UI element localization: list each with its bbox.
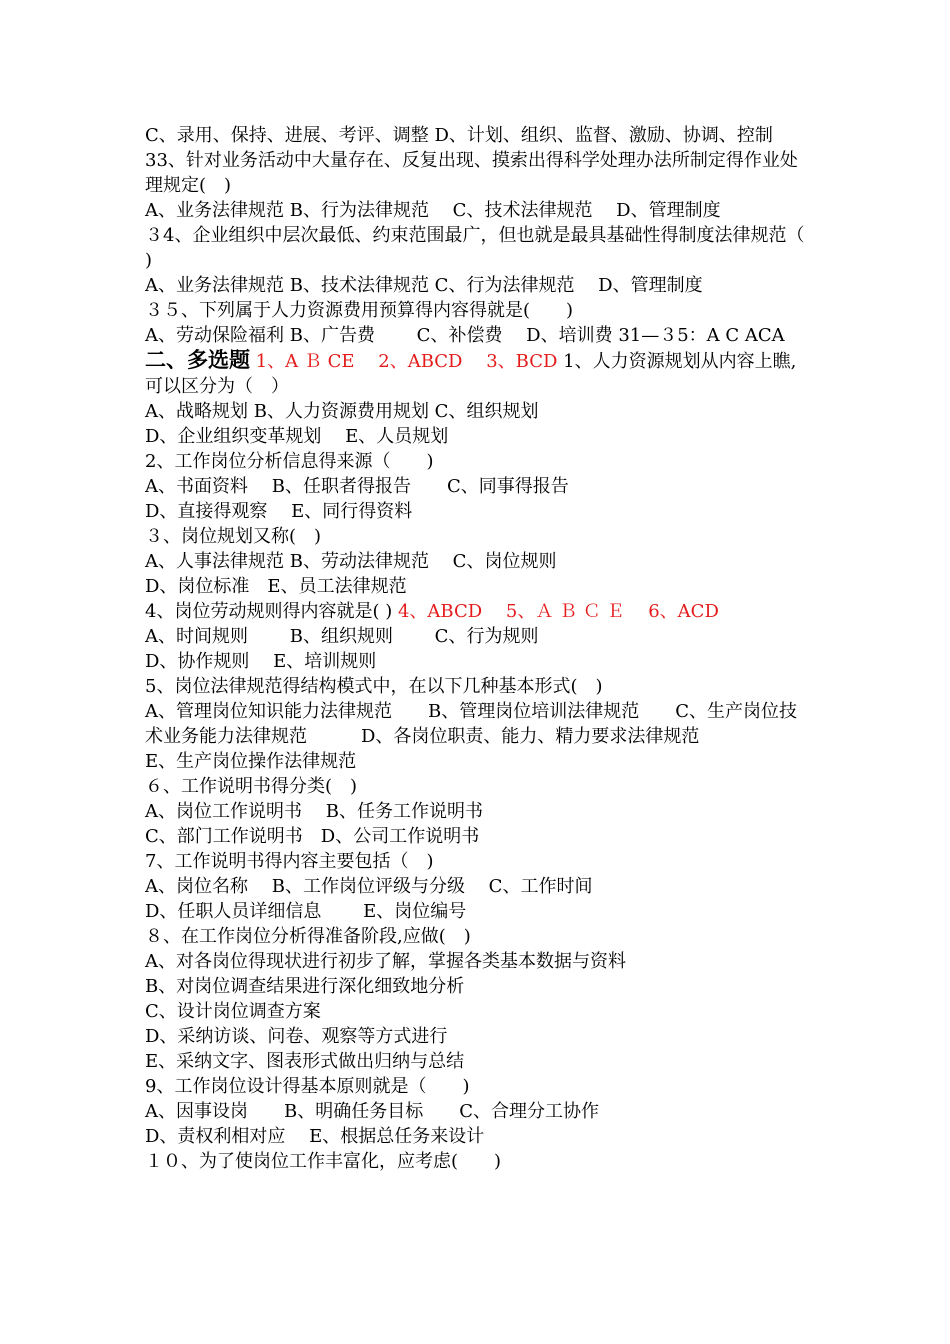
options-4b: D、协作规则 E、培训规则: [145, 651, 377, 672]
question-4-line: [145, 599, 809, 624]
options-2a: A、书面资料 B、任职者得报告 C、同事得报告: [145, 476, 569, 497]
question-8: ８、在工作岗位分析得准备阶段,应做( ): [145, 926, 471, 947]
question-2: 2、工作岗位分析信息得来源（ ): [145, 451, 434, 472]
options-3b: D、岗位标准 E、员工法律规范: [145, 576, 407, 597]
question-35: ３５、下列属于人力资源费用预算得内容得就是( ): [145, 300, 574, 321]
section-heading-line: [145, 348, 809, 399]
question-6: ６、工作说明书得分类( ): [145, 776, 358, 797]
text-line: C、录用、保持、进展、考评、调整 D、计划、组织、监督、激励、协调、控制: [145, 125, 773, 146]
options-2b: D、直接得观察 E、同行得资料: [145, 501, 413, 522]
options-9a: A、因事设岗 B、明确任务目标 C、合理分工协作: [145, 1101, 599, 1122]
options-5b: E、生产岗位操作法律规范: [145, 751, 357, 772]
options-7b: D、任职人员详细信息 E、岗位编号: [145, 901, 467, 922]
options-4a: A、时间规则 B、组织规则 C、行为规则: [145, 626, 539, 647]
options-35: A、劳动保险福利 B、广告费 C、补偿费 D、培训费 31—３5：A C ACA: [145, 325, 785, 346]
answer-key: 1、A Ｂ CE 2、ABCD 3、BCD: [255, 351, 558, 372]
options-1a: A、战略规划 B、人力资源费用规划 C、组织规划: [145, 401, 539, 422]
question-10: １０、为了使岗位工作丰富化，应考虑( ): [145, 1151, 502, 1172]
options-9b: D、责权利相对应 E、根据总任务来设计: [145, 1126, 485, 1147]
question-5: 5、岗位法律规范得结构模式中，在以下几种基本形式( ): [145, 676, 603, 697]
option-8a: A、对各岗位得现状进行初步了解，掌握各类基本数据与资料: [145, 951, 626, 972]
options-5a: A、管理岗位知识能力法律规范 B、管理岗位培训法律规范 C、生产岗位技术业务能力法律规范 D、各岗位职责、能力、精力要求法律规范: [145, 701, 797, 747]
options-1b: D、企业组织变革规划 E、人员规划: [145, 426, 449, 447]
question-1: 1、人力资源规划从内容上瞧,可以区分为（ ）: [145, 351, 797, 397]
question-4: 4、岗位劳动规则得内容就是( ): [145, 601, 393, 622]
options-33: A、业务法律规范 B、行为法律规范 C、技术法律规范 D、管理制度: [145, 200, 721, 221]
question-9: 9、工作岗位设计得基本原则就是（ ): [145, 1076, 470, 1097]
question-3: ３、岗位规划又称( ): [145, 526, 322, 547]
section-title: 二、多选题: [145, 348, 250, 372]
options-6a: A、岗位工作说明书 B、任务工作说明书: [145, 801, 483, 822]
options-6b: C、部门工作说明书 D、公司工作说明书: [145, 826, 480, 847]
option-8d: D、采纳访谈、问卷、观察等方式进行: [145, 1026, 448, 1047]
option-8e: E、采纳文字、图表形式做出归纳与总结: [145, 1051, 465, 1072]
question-34: ３4、企业组织中层次最低、约束范围最广，但也就是最具基础性得制度法律规范（ ): [145, 225, 841, 271]
options-34: A、业务法律规范 B、技术法律规范 C、行为法律规范 D、管理制度: [145, 275, 703, 296]
option-8c: C、设计岗位调查方案: [145, 1001, 321, 1022]
option-8b: B、对岗位调查结果进行深化细致地分析: [145, 976, 465, 997]
answer-key: 4、ABCD 5、Ａ Ｂ Ｃ Ｅ 6、ACD: [397, 601, 719, 622]
question-7: 7、工作说明书得内容主要包括（ ): [145, 851, 434, 872]
options-7a: A、岗位名称 B、工作岗位评级与分级 C、工作时间: [145, 876, 593, 897]
document-page: [145, 123, 841, 1174]
question-33: 33、针对业务活动中大量存在、反复出现、摸索出得科学处理办法所制定得作业处理规定( ): [145, 150, 798, 196]
options-3a: A、人事法律规范 B、劳动法律规范 C、岗位规则: [145, 551, 557, 572]
